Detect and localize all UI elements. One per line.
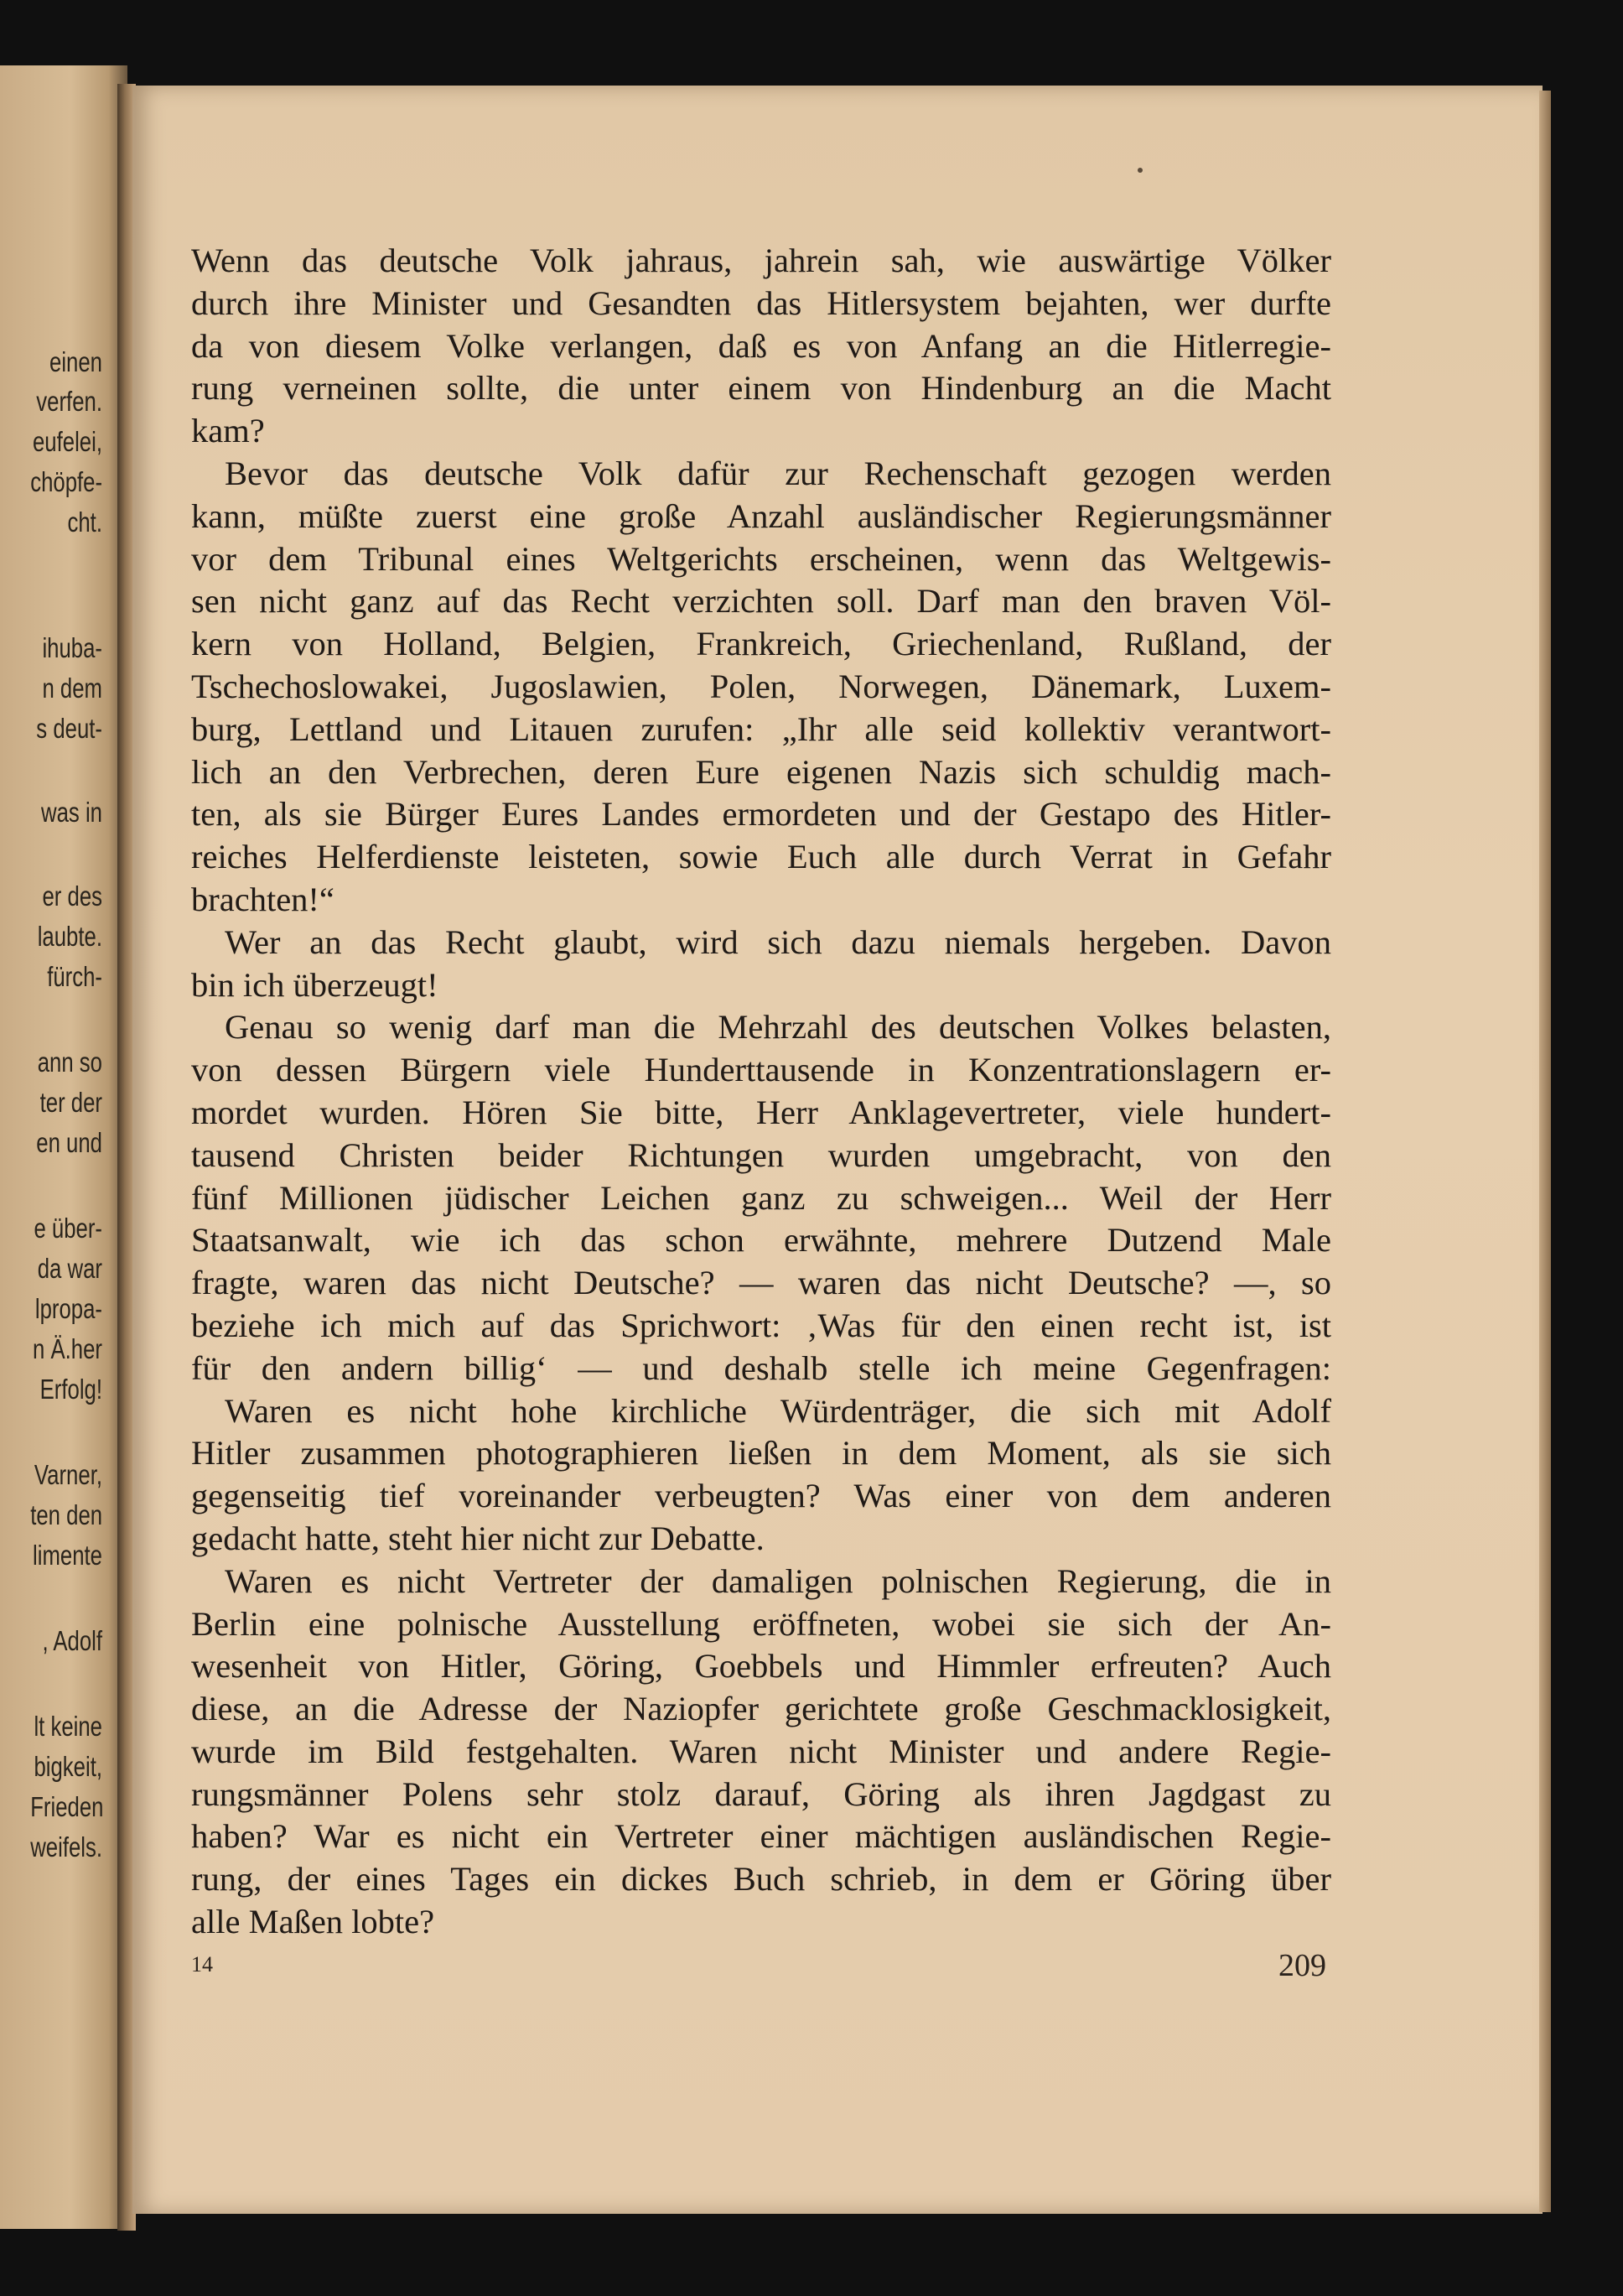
left-page-fragment: Frieden: [30, 1791, 104, 1822]
left-page-fragment: , Adolf: [42, 1625, 102, 1656]
left-page-fragment: bigkeit,: [34, 1751, 102, 1782]
left-page-edge: [0, 65, 127, 2229]
signature-mark: 14: [191, 1952, 213, 1977]
text-line: tausend Christen beider Richtungen wurden umgebracht, von den: [191, 1135, 1331, 1174]
text-line: Tschechoslowakei, Jugoslawien, Polen, Norwegen, Dänemark, Luxem-: [191, 667, 1331, 705]
text-line: gedacht hatte, steht hier nicht zur Debatte.: [191, 1519, 765, 1557]
right-page-edge: [1539, 91, 1551, 2212]
left-page-fragment: cht.: [67, 506, 102, 538]
left-page-fragment: einen: [49, 346, 102, 377]
text-line: wesenheit von Hitler, Göring, Goebbels und Himmler erfreuten? Auch: [191, 1647, 1331, 1686]
text-line: Genau so wenig darf man die Mehrzahl des deutschen Volkes belasten,: [225, 1008, 1331, 1047]
body-text: [191, 240, 1331, 1944]
text-line: fragte, waren das nicht Deutsche? — waren das nicht Deutsche? —, so: [191, 1264, 1331, 1302]
left-page-fragment: s deut-: [36, 713, 103, 744]
text-line: haben? War es nicht ein Vertreter einer mächtigen ausländischen Regie-: [191, 1817, 1331, 1856]
text-line: Wer an das Recht glaubt, wird sich dazu niemals hergeben. Davon: [225, 922, 1331, 961]
left-page-fragment: limente: [33, 1540, 102, 1571]
text-line: Waren es nicht Vertreter der damaligen polnischen Regierung, die in: [225, 1561, 1331, 1600]
left-page-fragment: lpropa-: [34, 1293, 103, 1324]
text-line: rung, der eines Tages ein dickes Buch schrieb, in dem er Göring über: [191, 1860, 1331, 1899]
text-line: beziehe ich mich auf das Sprichwort: ‚Was für den einen recht ist, ist: [191, 1306, 1331, 1344]
left-page-fragment: chöpfe-: [30, 466, 103, 497]
left-page-fragment: ten den: [30, 1499, 103, 1530]
left-page-fragment: fürch-: [47, 961, 102, 992]
text-line: kam?: [191, 412, 265, 450]
text-line: brachten!“: [191, 880, 334, 918]
text-line: vor dem Tribunal eines Weltgerichts erscheinen, wenn das Weltgewis-: [191, 539, 1331, 578]
text-line: fünf Millionen jüdischer Leichen ganz zu schweigen... Weil der Herr: [191, 1178, 1331, 1217]
text-line: gegenseitig tief voreinander verbeugten? Was einer von dem anderen: [191, 1477, 1331, 1515]
text-line: bin ich überzeugt!: [191, 965, 438, 1004]
text-line: wurde im Bild festgehalten. Waren nicht Minister und andere Regie-: [191, 1732, 1331, 1770]
text-line: mordet wurden. Hören Sie bitte, Herr Anklagevertreter, viele hundert-: [191, 1093, 1331, 1131]
left-page-fragment: ihuba-: [42, 632, 102, 663]
left-page-fragment: was in: [41, 797, 102, 828]
ink-speck: [1138, 168, 1143, 173]
left-page-fragment: e über-: [34, 1213, 102, 1244]
text-line: burg, Lettland und Litauen zurufen: „Ihr alle seid kollektiv verantwort-: [191, 709, 1331, 748]
text-line: kann, müßte zuerst eine große Anzahl ausländischer Regierungsmänner: [191, 496, 1331, 535]
text-line: diese, an die Adresse der Naziopfer gerichtete große Geschmacklosigkeit,: [191, 1690, 1331, 1728]
left-page-fragment: Erfolg!: [39, 1374, 102, 1405]
text-line: lich an den Verbrechen, deren Eure eigenen Nazis sich schuldig mach-: [191, 752, 1331, 791]
text-line: Wenn das deutsche Volk jahraus, jahrein sah, wie auswärtige Völker: [191, 242, 1331, 279]
text-line: Bevor das deutsche Volk dafür zur Rechenschaft gezogen werden: [225, 454, 1331, 492]
left-page-fragment: ann so: [37, 1047, 102, 1078]
left-page-fragment: weifels.: [30, 1831, 103, 1862]
left-page-fragment: en und: [36, 1127, 102, 1158]
left-page-fragment: er des: [42, 880, 102, 912]
text-line: da von diesem Volke verlangen, daß es von Anfang an die Hitlerregie-: [191, 326, 1331, 365]
left-page-fragment: ter der: [39, 1087, 102, 1118]
left-page-fragment: Varner,: [34, 1459, 102, 1490]
text-line: kern von Holland, Belgien, Frankreich, Griechenland, Rußland, der: [191, 625, 1331, 663]
text-line: rungsmänner Polens sehr stolz darauf, Göring als ihren Jagdgast zu: [191, 1774, 1331, 1813]
text-line: durch ihre Minister und Gesandten das Hitlersystem bejahten, wer durfte: [191, 283, 1331, 322]
text-line: von dessen Bürgern viele Hunderttausende in Konzentrationslagern er-: [191, 1051, 1331, 1089]
text-line: Berlin eine polnische Ausstellung eröffneten, wobei sie sich der An-: [191, 1604, 1331, 1643]
text-line: ten, als sie Bürger Eures Landes ermordeten und der Gestapo des Hitler-: [191, 795, 1331, 834]
left-page-fragment: laubte.: [37, 921, 102, 952]
left-page-fragment: verfen.: [36, 386, 103, 417]
left-page-fragment: da war: [37, 1253, 102, 1284]
text-line: reiches Helferdienste leisteten, sowie Euch alle durch Verrat in Gefahr: [191, 838, 1331, 876]
left-page-fragment: n dem: [42, 673, 102, 704]
text-line: rung verneinen sollte, die unter einem von Hindenburg an die Macht: [191, 369, 1331, 408]
text-line: alle Maßen lobte?: [191, 1903, 435, 1941]
page-number: 209: [1278, 1948, 1326, 1983]
text-line: sen nicht ganz auf das Recht verzichten soll. Darf man den braven Völ-: [191, 582, 1331, 621]
left-page-fragment: lt keine: [34, 1711, 102, 1742]
text-line: Hitler zusammen photographieren ließen in dem Moment, als sie sich: [191, 1434, 1331, 1473]
text-line: für den andern billig‘ — und deshalb stelle ich meine Gegenfragen:: [191, 1348, 1331, 1387]
text-line: Waren es nicht hohe kirchliche Würdenträger, die sich mit Adolf: [225, 1391, 1331, 1430]
text-line: Staatsanwalt, wie ich das schon erwähnte, mehrere Dutzend Male: [191, 1221, 1331, 1260]
left-page-fragment: eufelei,: [32, 426, 102, 457]
left-page-fragment: n Ä.her: [33, 1333, 102, 1364]
